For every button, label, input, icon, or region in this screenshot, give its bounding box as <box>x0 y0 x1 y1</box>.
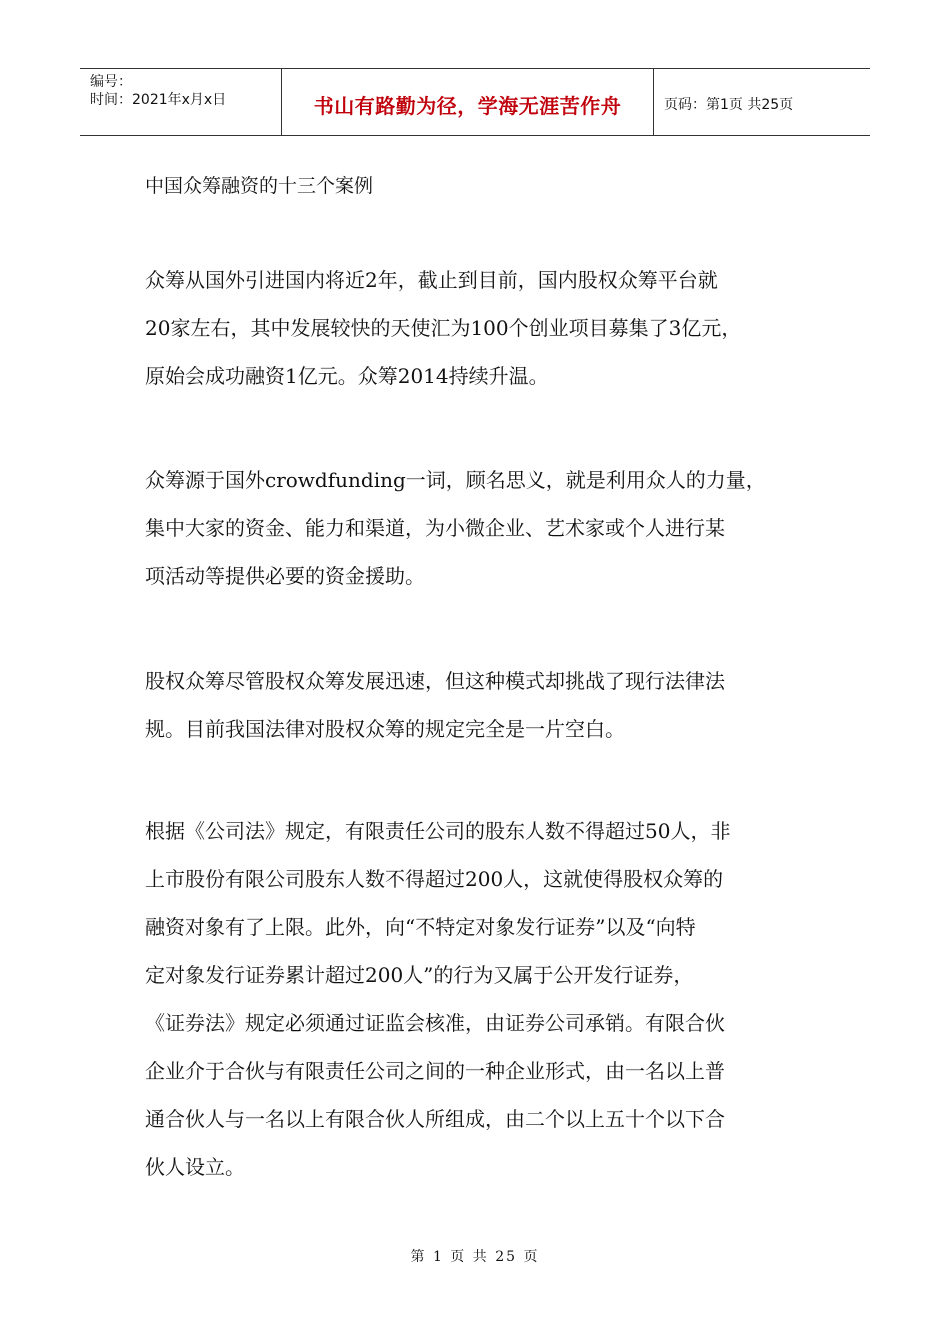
paragraph <box>145 266 825 410</box>
paragraph-line: 《证券法》规定必须通过证监会核准，由证券公司承销。有限合伙 <box>145 1011 725 1035</box>
motto: 书山有路勤为径，学海无涯苦作舟 <box>313 93 622 118</box>
page-label: 页码：第1页 共25页 <box>664 97 794 113</box>
paragraph-line: 集中大家的资金、能力和渠道，为小微企业、艺术家或个人进行某 <box>145 516 725 540</box>
paragraph <box>145 817 825 1201</box>
paragraph-line: 众筹源于国外crowdfunding一词，顾名思义，就是利用众人的力量， <box>145 468 766 492</box>
paragraph-line: 定对象发行证券累计超过200人”的行为又属于公开发行证券， <box>145 963 694 987</box>
paragraph-line: 上市股份有限公司股东人数不得超过200人，这就使得股权众筹的 <box>145 867 724 891</box>
serial-label: 编号： <box>90 74 132 90</box>
paragraph <box>145 667 825 763</box>
paragraph <box>145 466 825 610</box>
header-meta <box>80 69 282 135</box>
paragraph-line: 融资对象有了上限。此外，向“不特定对象发行证券”以及“向特 <box>145 915 696 939</box>
paragraph-line: 20家左右，其中发展较快的天使汇为100个创业项目募集了3亿元， <box>145 316 742 340</box>
page-header <box>80 68 870 136</box>
paragraph-line: 规。目前我国法律对股权众筹的规定完全是一片空白。 <box>145 717 625 741</box>
paragraph-line: 通合伙人与一名以上有限合伙人所组成，由二个以上五十个以下合 <box>145 1107 725 1131</box>
paragraph-line: 众筹从国外引进国内将近2年，截止到目前，国内股权众筹平台就 <box>145 268 718 292</box>
paragraph-line: 企业介于合伙与有限责任公司之间的一种企业形式，由一名以上普 <box>145 1059 725 1083</box>
date-label: 时间：2021年x月x日 <box>90 92 227 108</box>
paragraph-line: 股权众筹尽管股权众筹发展迅速，但这种模式却挑战了现行法律法 <box>145 669 725 693</box>
document-title: 中国众筹融资的十三个案例 <box>145 175 374 197</box>
page-footer: 第 1 页 共 25 页 <box>410 1249 540 1265</box>
header-motto-cell <box>282 69 654 135</box>
paragraph-line: 伙人设立。 <box>145 1155 245 1179</box>
paragraph-line: 项活动等提供必要的资金援助。 <box>145 564 425 588</box>
paragraph-line: 根据《公司法》规定，有限责任公司的股东人数不得超过50人，非 <box>145 819 731 843</box>
header-page-cell <box>654 69 870 135</box>
paragraph-line: 原始会成功融资1亿元。众筹2014持续升温。 <box>145 364 549 388</box>
